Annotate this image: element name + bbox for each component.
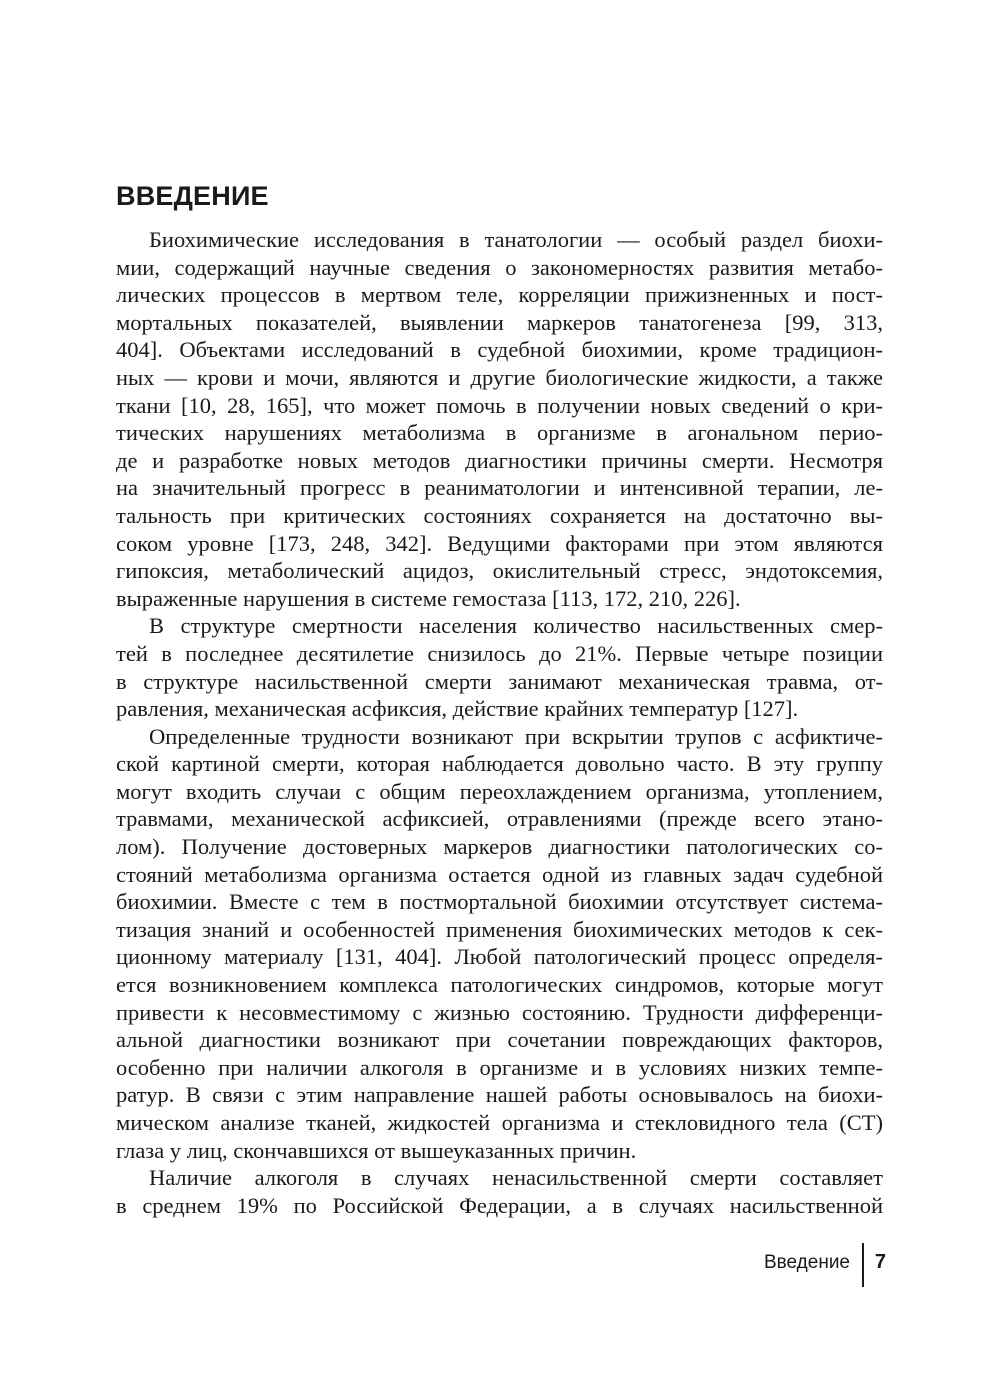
text-line: ратур. В связи с этим направление нашей работы основывалось на биохи- bbox=[116, 1082, 883, 1108]
text-line: соком уровне [173, 248, 342]. Ведущими факторами при этом являются bbox=[116, 530, 883, 556]
text-line: лических процессов в мертвом теле, корреляции прижизненных и пост- bbox=[116, 282, 883, 308]
text-line: мии, содержащий научные сведения о закономерностях развития метабо- bbox=[116, 254, 883, 280]
text-line: стояний метаболизма организма остается одной из главных задач судебной bbox=[116, 861, 883, 887]
text-line: могут входить случаи с общим переохлаждением организма, утоплением, bbox=[116, 778, 883, 804]
text-line: ется возникновением комплекса патологических синдромов, которые могут bbox=[116, 972, 883, 998]
text-line: тей в последнее десятилетие снизилось до 21%. Первые четыре позиции bbox=[116, 640, 883, 666]
paragraph bbox=[116, 1164, 883, 1219]
text-line: 404]. Объектами исследований в судебной биохимии, кроме традицион- bbox=[116, 337, 883, 363]
text-line: ткани [10, 28, 165], что может помочь в получении новых сведений о кри- bbox=[116, 392, 883, 418]
page-body bbox=[116, 178, 883, 1219]
text-line: тальность при критических состояниях сохраняется на достаточно вы- bbox=[116, 502, 883, 528]
text-line: Биохимические исследования в танатологии — особый раздел биохи- bbox=[149, 227, 883, 252]
text-line: ской картиной смерти, которая наблюдается довольно часто. В эту группу bbox=[116, 751, 883, 777]
text-line: биохимии. Вместе с тем в постмортальной биохимии отсутствует система- bbox=[116, 889, 883, 915]
text-line: альной диагностики возникают при сочетании повреждающих факторов, bbox=[116, 1027, 883, 1053]
text-line: де и разработке новых методов диагностики причины смерти. Несмотря bbox=[116, 447, 883, 473]
page-footer bbox=[740, 1243, 886, 1287]
text-line: Определенные трудности возникают при вскрытии трупов с асфиктиче- bbox=[149, 723, 883, 749]
text-line: мическом анализе тканей, жидкостей организма и стекловидного тела (СТ) bbox=[116, 1110, 883, 1135]
text-line: ных — крови и мочи, являются и другие биологические жидкости, а также bbox=[116, 364, 883, 390]
text-line: лом). Получение достоверных маркеров диагностики патологических со- bbox=[116, 834, 883, 860]
paragraph bbox=[116, 612, 883, 722]
text-line: глаза у лиц, скончавшихся от вышеуказанных причин. bbox=[116, 1137, 637, 1163]
body-text bbox=[116, 226, 883, 1219]
text-line: в среднем 19% по Российской Федерации, а в случаях насильственной bbox=[116, 1192, 883, 1218]
text-line: в структуре насильственной смерти занимают механическая травма, от- bbox=[116, 668, 883, 694]
text-line: особенно при наличии алкоголя в организме и в условиях низких темпе- bbox=[116, 1054, 883, 1080]
text-line: Наличие алкоголя в случаях ненасильственной смерти составляет bbox=[149, 1165, 883, 1191]
page-number: 7 bbox=[874, 1251, 886, 1273]
paragraph bbox=[116, 723, 883, 1165]
text-line: привести к несовместимому с жизнью состоянию. Трудности дифференци- bbox=[116, 999, 883, 1025]
paragraph bbox=[116, 226, 883, 612]
text-line: гипоксия, метаболический ацидоз, окислительный стресс, эндотоксемия, bbox=[116, 558, 883, 584]
text-line: равления, механическая асфиксия, действие крайних температур [127]. bbox=[116, 696, 799, 722]
footer-divider bbox=[862, 1243, 864, 1287]
text-line: тических нарушениях метаболизма в организме в агональном перио- bbox=[116, 420, 883, 446]
text-line: выраженные нарушения в системе гемостаза [113, 172, 210, 226]. bbox=[116, 585, 741, 611]
text-line: В структуре смертности населения количество насильственных смер- bbox=[149, 613, 883, 639]
running-footer-section: Введение bbox=[763, 1252, 850, 1273]
text-line: ционному материалу [131, 404]. Любой патологический процесс определя- bbox=[116, 944, 883, 970]
text-line: тизация знаний и особенностей применения биохимических методов к сек- bbox=[116, 916, 883, 942]
text-line: травмами, механической асфиксией, отравлениями (прежде всего этано- bbox=[116, 806, 883, 832]
text-line: на значительный прогресс в реаниматологии и интенсивной терапии, ле- bbox=[116, 475, 883, 501]
chapter-heading: ВВЕДЕНИЕ bbox=[116, 181, 269, 211]
text-line: мортальных показателей, выявлении маркеров танатогенеза [99, 313, bbox=[116, 309, 883, 335]
